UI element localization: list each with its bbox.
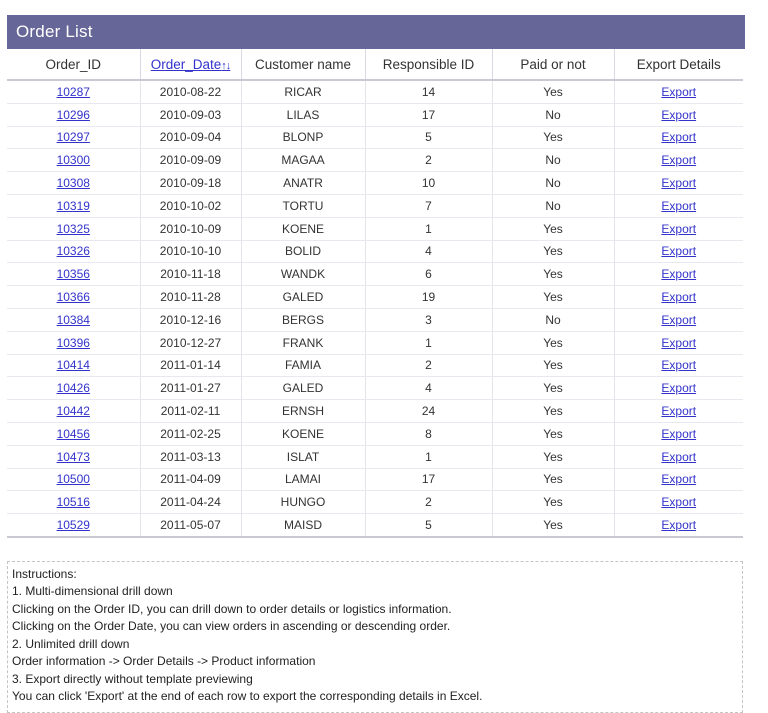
cell-customer_name (241, 331, 365, 354)
cell-paid (492, 80, 614, 103)
cell-customer_name (241, 308, 365, 331)
table-row (7, 103, 743, 126)
cell-customer_name (241, 126, 365, 149)
cell-value: 2011-04-24 (160, 495, 221, 510)
cell-value: 2010-08-22 (159, 84, 222, 99)
cell-value: 4 (425, 244, 432, 259)
cell-responsible_id (365, 126, 492, 149)
cell-paid (492, 400, 614, 423)
cell-order_date (140, 172, 241, 195)
cell-value: 2010-09-09 (159, 153, 222, 168)
column-header-export (614, 49, 743, 80)
cell-value: LAMAI (284, 472, 321, 487)
cell-paid (492, 514, 614, 537)
table-row (7, 445, 743, 468)
cell-value: 2010-10-10 (159, 244, 222, 259)
table-header (7, 49, 743, 80)
cell-value: 8 (425, 426, 432, 441)
cell-order_id[interactable] (7, 240, 140, 263)
cell-export[interactable] (614, 400, 743, 423)
cell-responsible_id (365, 217, 492, 240)
cell-customer_name (241, 400, 365, 423)
cell-value: LILAS (286, 107, 320, 122)
table-row (7, 354, 743, 377)
cell-value: Yes (543, 495, 563, 510)
cell-value: MAGAA (281, 153, 325, 168)
cell-responsible_id (365, 80, 492, 103)
cell-value: 6 (425, 267, 432, 282)
table-row (7, 422, 743, 445)
cell-order_id[interactable] (7, 308, 140, 331)
cell-responsible_id (365, 491, 492, 514)
cell-responsible_id (365, 514, 492, 537)
table-row (7, 308, 743, 331)
export-link[interactable]: Export (661, 381, 697, 396)
cell-order_id[interactable] (7, 400, 140, 423)
cell-export[interactable] (614, 514, 743, 537)
cell-customer_name (241, 240, 365, 263)
cell-value: Yes (543, 381, 563, 396)
cell-value: BOLID (284, 244, 321, 259)
cell-value: 2011-01-27 (160, 381, 221, 396)
order-id-link[interactable]: 10473 (56, 449, 90, 464)
cell-customer_name (241, 103, 365, 126)
cell-order_date (140, 400, 241, 423)
cell-paid (492, 331, 614, 354)
instruction-line-7: 3. Export directly without template previewing (12, 671, 253, 686)
export-link[interactable]: Export (661, 449, 697, 464)
cell-value: 2010-09-03 (159, 107, 222, 122)
instruction-line-2: 1. Multi-dimensional drill down (12, 584, 173, 599)
export-link[interactable]: Export (661, 84, 697, 99)
cell-responsible_id (365, 240, 492, 263)
cell-order_id[interactable] (7, 354, 140, 377)
cell-value: 1 (425, 449, 432, 464)
cell-export[interactable] (614, 263, 743, 286)
cell-responsible_id (365, 468, 492, 491)
cell-value: 2010-10-02 (159, 198, 222, 213)
cell-value: 14 (421, 84, 436, 99)
cell-paid (492, 126, 614, 149)
cell-order_id[interactable] (7, 194, 140, 217)
cell-order_date (140, 217, 241, 240)
cell-paid (492, 286, 614, 309)
cell-value: 2 (425, 495, 432, 510)
cell-paid (492, 308, 614, 331)
order-id-link[interactable]: 10500 (56, 472, 90, 487)
cell-value: Yes (543, 221, 563, 236)
cell-value: 1 (425, 221, 432, 236)
cell-customer_name (241, 80, 365, 103)
table-row (7, 126, 743, 149)
cell-order_date (140, 240, 241, 263)
cell-value: 2010-11-18 (160, 267, 221, 282)
cell-value: 17 (421, 472, 436, 487)
order-id-link[interactable]: 10366 (56, 290, 90, 305)
cell-value: 2010-09-18 (159, 176, 222, 191)
instructions-panel (7, 561, 743, 713)
cell-order_id[interactable] (7, 103, 140, 126)
cell-value: 17 (421, 107, 436, 122)
export-link[interactable]: Export (661, 290, 697, 305)
cell-export[interactable] (614, 491, 743, 514)
cell-value: BERGS (281, 312, 324, 327)
order-id-link[interactable]: 10516 (56, 495, 90, 510)
cell-paid (492, 354, 614, 377)
cell-value: Yes (543, 358, 563, 373)
export-link[interactable]: Export (661, 176, 697, 191)
cell-order_date (140, 514, 241, 537)
table-row (7, 172, 743, 195)
export-link[interactable]: Export (661, 107, 697, 122)
column-header-label: Customer name (254, 56, 352, 72)
order-id-link[interactable]: 10319 (56, 198, 90, 213)
order-id-link[interactable]: 10356 (56, 267, 90, 282)
instruction-line-1: Instructions: (12, 566, 77, 581)
order-id-link[interactable]: 10300 (56, 153, 90, 168)
export-link[interactable]: Export (661, 198, 697, 213)
cell-order_id[interactable] (7, 514, 140, 537)
table-header-row (7, 49, 743, 80)
cell-value: 2010-12-16 (159, 312, 222, 327)
cell-export[interactable] (614, 240, 743, 263)
cell-value: No (545, 312, 561, 327)
cell-value: 2011-01-14 (160, 358, 221, 373)
cell-responsible_id (365, 286, 492, 309)
column-header-responsible_id (365, 49, 492, 80)
cell-export[interactable] (614, 217, 743, 240)
cell-order_date (140, 422, 241, 445)
cell-value: HUNGO (280, 495, 326, 510)
order-id-link[interactable]: 10529 (56, 518, 90, 533)
cell-export[interactable] (614, 377, 743, 400)
cell-order_id[interactable] (7, 217, 140, 240)
cell-customer_name (241, 377, 365, 400)
table-row (7, 331, 743, 354)
order-id-link[interactable]: 10326 (56, 244, 90, 259)
cell-value: Yes (543, 335, 563, 350)
cell-export[interactable] (614, 331, 743, 354)
cell-value: 7 (425, 198, 432, 213)
export-link[interactable]: Export (661, 130, 697, 145)
cell-value: 1 (425, 335, 432, 350)
cell-value: FRANK (282, 335, 324, 350)
cell-customer_name (241, 514, 365, 537)
cell-customer_name (241, 263, 365, 286)
cell-export[interactable] (614, 172, 743, 195)
export-link[interactable]: Export (661, 472, 697, 487)
column-header-order_date[interactable] (140, 49, 241, 80)
cell-paid (492, 172, 614, 195)
cell-order_id[interactable] (7, 422, 140, 445)
instruction-line-8: You can click 'Export' at the end of each row to export the corresponding details in Excel. (12, 689, 483, 704)
cell-responsible_id (365, 308, 492, 331)
cell-value: 2011-05-07 (160, 518, 221, 533)
cell-paid (492, 377, 614, 400)
page-title: Order List (7, 15, 745, 49)
cell-order_date (140, 331, 241, 354)
cell-order_date (140, 445, 241, 468)
cell-order_date (140, 126, 241, 149)
cell-order_id[interactable] (7, 331, 140, 354)
cell-value: 5 (425, 130, 432, 145)
cell-export[interactable] (614, 126, 743, 149)
cell-responsible_id (365, 422, 492, 445)
table-body (7, 80, 743, 537)
cell-value: TORTU (282, 198, 324, 213)
cell-customer_name (241, 172, 365, 195)
cell-value: 2010-09-04 (159, 130, 222, 145)
table-row (7, 263, 743, 286)
column-header-customer_name (241, 49, 365, 80)
cell-paid (492, 491, 614, 514)
cell-customer_name (241, 491, 365, 514)
export-link[interactable]: Export (661, 267, 697, 282)
cell-value: 4 (425, 381, 432, 396)
cell-value: No (545, 176, 561, 191)
cell-customer_name (241, 149, 365, 172)
column-header-label: Responsible ID (382, 56, 475, 72)
order-id-link[interactable]: 10297 (56, 130, 90, 145)
cell-order_id[interactable] (7, 468, 140, 491)
cell-value: 3 (425, 312, 432, 327)
cell-order_date (140, 308, 241, 331)
cell-value: 10 (421, 176, 436, 191)
export-link[interactable]: Export (661, 244, 697, 259)
instruction-line-3: Clicking on the Order ID, you can drill down to order details or logistics information. (12, 601, 452, 616)
cell-export[interactable] (614, 445, 743, 468)
cell-value: 5 (425, 518, 432, 533)
export-link[interactable]: Export (661, 312, 697, 327)
cell-customer_name (241, 445, 365, 468)
cell-responsible_id (365, 263, 492, 286)
sort-link-order_date[interactable]: Order_Date (150, 56, 222, 72)
order-id-link[interactable]: 10308 (56, 176, 90, 191)
cell-responsible_id (365, 194, 492, 217)
export-link[interactable]: Export (661, 221, 697, 236)
cell-responsible_id (365, 445, 492, 468)
cell-order_date (140, 286, 241, 309)
cell-value: 2 (425, 358, 432, 373)
cell-value: GALED (282, 381, 324, 396)
cell-order_date (140, 263, 241, 286)
cell-customer_name (241, 217, 365, 240)
cell-export[interactable] (614, 80, 743, 103)
cell-value: 2010-11-28 (160, 290, 221, 305)
cell-order_id[interactable] (7, 172, 140, 195)
cell-value: Yes (543, 267, 563, 282)
cell-value: Yes (543, 472, 563, 487)
cell-order_id[interactable] (7, 445, 140, 468)
cell-value: Yes (543, 290, 563, 305)
cell-responsible_id (365, 400, 492, 423)
cell-value: MAISD (283, 518, 322, 533)
cell-value: Yes (543, 84, 563, 99)
table-row (7, 194, 743, 217)
cell-paid (492, 468, 614, 491)
table-row (7, 491, 743, 514)
cell-order_date (140, 491, 241, 514)
table-row (7, 514, 743, 537)
table-row (7, 468, 743, 491)
cell-value: No (545, 198, 561, 213)
export-link[interactable]: Export (661, 518, 697, 533)
export-link[interactable]: Export (661, 335, 697, 350)
cell-value: GALED (282, 290, 324, 305)
table-row (7, 377, 743, 400)
cell-export[interactable] (614, 468, 743, 491)
export-link[interactable]: Export (661, 426, 697, 441)
order-id-link[interactable]: 10384 (56, 312, 90, 327)
cell-export[interactable] (614, 422, 743, 445)
cell-value: ERNSH (281, 404, 324, 419)
export-link[interactable]: Export (661, 153, 697, 168)
cell-order_date (140, 80, 241, 103)
cell-responsible_id (365, 331, 492, 354)
cell-export[interactable] (614, 354, 743, 377)
cell-paid (492, 149, 614, 172)
cell-customer_name (241, 286, 365, 309)
instruction-line-4: Clicking on the Order Date, you can view orders in ascending or descending order. (12, 619, 451, 634)
export-link[interactable]: Export (661, 358, 697, 373)
cell-value: 2010-10-09 (159, 221, 222, 236)
cell-value: ANATR (283, 176, 323, 191)
cell-export[interactable] (614, 286, 743, 309)
cell-order_date (140, 468, 241, 491)
table-row (7, 217, 743, 240)
cell-value: 2010-12-27 (159, 335, 222, 350)
cell-responsible_id (365, 149, 492, 172)
cell-value: No (545, 107, 561, 122)
order-id-link[interactable]: 10426 (56, 381, 90, 396)
cell-value: Yes (543, 130, 563, 145)
cell-value: Yes (543, 518, 563, 533)
cell-order_id[interactable] (7, 491, 140, 514)
cell-order_id[interactable] (7, 263, 140, 286)
order-id-link[interactable]: 10396 (56, 335, 90, 350)
table-row (7, 80, 743, 103)
export-link[interactable]: Export (661, 404, 697, 419)
cell-customer_name (241, 354, 365, 377)
cell-value: ISLAT (286, 449, 320, 464)
column-header-label: Order_ID (45, 56, 102, 72)
order-id-link[interactable]: 10296 (56, 107, 90, 122)
cell-paid (492, 263, 614, 286)
cell-responsible_id (365, 172, 492, 195)
cell-order_date (140, 103, 241, 126)
cell-export[interactable] (614, 149, 743, 172)
order-table (7, 49, 743, 538)
cell-order_date (140, 377, 241, 400)
table-row (7, 286, 743, 309)
cell-order_id[interactable] (7, 126, 140, 149)
cell-export[interactable] (614, 194, 743, 217)
cell-order_date (140, 194, 241, 217)
cell-order_date (140, 354, 241, 377)
table-row (7, 240, 743, 263)
cell-customer_name (241, 422, 365, 445)
order-id-link[interactable]: 10325 (56, 221, 90, 236)
cell-value: 2011-03-13 (160, 449, 221, 464)
cell-order_id[interactable] (7, 377, 140, 400)
cell-value: WANDK (280, 267, 326, 282)
order-id-link[interactable]: 10414 (56, 358, 90, 373)
cell-export[interactable] (614, 308, 743, 331)
cell-order_id[interactable] (7, 286, 140, 309)
cell-paid (492, 422, 614, 445)
cell-export[interactable] (614, 103, 743, 126)
cell-value: Yes (543, 244, 563, 259)
cell-paid (492, 194, 614, 217)
cell-value: KOENE (281, 221, 324, 236)
cell-paid (492, 217, 614, 240)
cell-value: 2011-02-11 (160, 404, 221, 419)
column-header-order_id (7, 49, 140, 80)
instruction-line-6: Order information -> Order Details -> Product information (12, 654, 316, 669)
cell-customer_name (241, 468, 365, 491)
cell-value: 2011-04-09 (160, 472, 221, 487)
order-id-link[interactable]: 10456 (56, 426, 90, 441)
cell-value: Yes (543, 449, 563, 464)
order-id-link[interactable]: 10287 (56, 84, 90, 99)
cell-value: BLONP (282, 130, 324, 145)
cell-responsible_id (365, 377, 492, 400)
cell-order_id[interactable] (7, 149, 140, 172)
cell-value: 19 (421, 290, 436, 305)
cell-paid (492, 103, 614, 126)
cell-value: 2 (425, 153, 432, 168)
cell-responsible_id (365, 103, 492, 126)
column-header-label: Paid or not (520, 56, 586, 72)
table-row (7, 400, 743, 423)
table-row (7, 149, 743, 172)
cell-value: Yes (543, 404, 563, 419)
instruction-line-5: 2. Unlimited drill down (12, 636, 130, 651)
export-link[interactable]: Export (661, 495, 697, 510)
cell-value: KOENE (281, 426, 324, 441)
cell-order_id[interactable] (7, 80, 140, 103)
cell-paid (492, 445, 614, 468)
cell-value: 2011-02-25 (160, 426, 221, 441)
column-header-paid (492, 49, 614, 80)
cell-paid (492, 240, 614, 263)
column-header-label: Export Details (636, 56, 721, 72)
cell-value: RICAR (284, 84, 322, 99)
cell-value: 24 (421, 404, 436, 419)
sort-arrows-icon[interactable]: ↑↓ (221, 59, 231, 72)
order-id-link[interactable]: 10442 (56, 404, 90, 419)
cell-order_date (140, 149, 241, 172)
cell-responsible_id (365, 354, 492, 377)
cell-value: FAMIA (284, 358, 321, 373)
cell-customer_name (241, 194, 365, 217)
cell-value: Yes (543, 426, 563, 441)
cell-value: No (545, 153, 561, 168)
